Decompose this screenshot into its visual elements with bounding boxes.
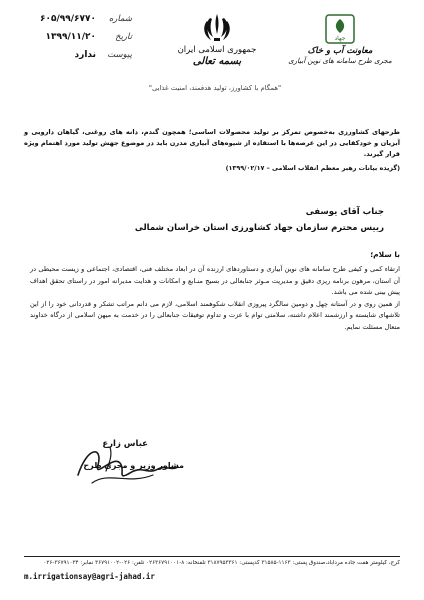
jahad-logo-icon <box>325 14 355 44</box>
quote-source: (گزیده بیانات رهبر معظم انقلاب اسلامی – ۱۳۹۹/۰۲/۱۷) <box>225 164 400 172</box>
deputy-title: معاونت آب و خاک <box>307 46 373 56</box>
center-header <box>162 12 272 67</box>
recipient-title: رییس محترم سازمان جهاد کشاورزی استان خراسان شمالی <box>134 223 384 233</box>
letter-body <box>30 264 400 334</box>
signature-block <box>58 435 188 495</box>
attachment-value: ندارد <box>74 50 96 60</box>
footer-divider <box>24 556 400 557</box>
body-paragraph-2: از همین روی و در آستانه چهل و دومین سالگرد پیروزی انقلاب شکوهمند اسلامی، لازم می دانم مراتب تشکر و قدردانی خود را از این تلاشهای شایسته و ارزشمند اعلام داشته، سلامتی توام با عزت و تداوم توفیقات جنابعالی را در خدمت به میهن اسلامی از درگاه خداوند متعال مسئلت نمایم. <box>30 299 400 331</box>
body-paragraph-1: ارتقاء کمی و کیفی طرح سامانه های نوین آبیاری و دستاوردهای ارزنده آن در ابعاد مختلف فنی، اقتصادی، اجتماعی و زیست محیطی در آن استان، مرهون برنامه ریزی دقیق و مدیریت مـوثر جنابعالی در بسیج منـابع و امکانات و هدایت مدیرانه امور در راستای تحقق اهداف پیش بینی شده می باشد. <box>30 265 400 297</box>
greeting: با سلام؛ <box>370 250 400 259</box>
slogan: "همگام با کشاورز، تولید هدفمند، امنیت غذایی" <box>148 84 282 92</box>
date-label: تاریخ <box>115 32 132 42</box>
date-value: ۱۳۹۹/۱۱/۲۰ <box>45 32 96 42</box>
leader-quote: طرحهای کشاورزی به‌خصوص تمرکز بر تولید محصولات اساسی؛ همچون گندم، دانه های روغنی، گیاهان دارویی و آبزیان و خودکفایی در این عرصه‌ها با استفاده از شیوه‌های آبیاری مدرن باید در موضوع جهش تولید مورد اهتمام ویژه قرار گیرند. <box>24 128 400 158</box>
attachment-label: پیوست <box>107 50 132 60</box>
republic-title: جمهوری اسلامی ایران <box>177 45 257 55</box>
number-row <box>22 14 132 32</box>
letter-meta <box>22 14 132 68</box>
number-label: شماره <box>108 14 132 24</box>
number-value: ۶۰۵/۹۹/۶۷۷۰ <box>39 14 96 24</box>
date-row <box>22 32 132 50</box>
executor-title: مجری طرح سامانه های نوین آبیاری <box>288 57 392 65</box>
recipient-name: جناب آقای یوسفی <box>305 207 384 217</box>
org-header <box>270 14 410 65</box>
iran-emblem-icon <box>202 12 232 44</box>
attachment-row <box>22 50 132 68</box>
footer-address: کرج، کیلومتر هفت جاده مردآباد،صندوق پستی: ۱۱۶۳-۳۱۵۸۵ کدپستی: ۳۱۸۷۹۵۳۳۶۱ تلفنخانه: ۸-۰۲۶۳۶۷۹۱۰۰۱ تلفن: ۰۲۶-۳۶۷۹۱۰۰۲ نمابر: ۳۶۷۹۱۰۳۴-۰۲۶ <box>43 560 400 566</box>
footer-email[interactable]: m.irrigationsay@agri-jahad.ir <box>24 572 155 581</box>
signer-name: عباس زارع <box>102 439 148 449</box>
logo-text: جهاد <box>334 35 346 42</box>
signer-title: مشاور وزیر و مجری طرح <box>83 461 184 470</box>
basmala: بسمه تعالی <box>192 56 242 67</box>
